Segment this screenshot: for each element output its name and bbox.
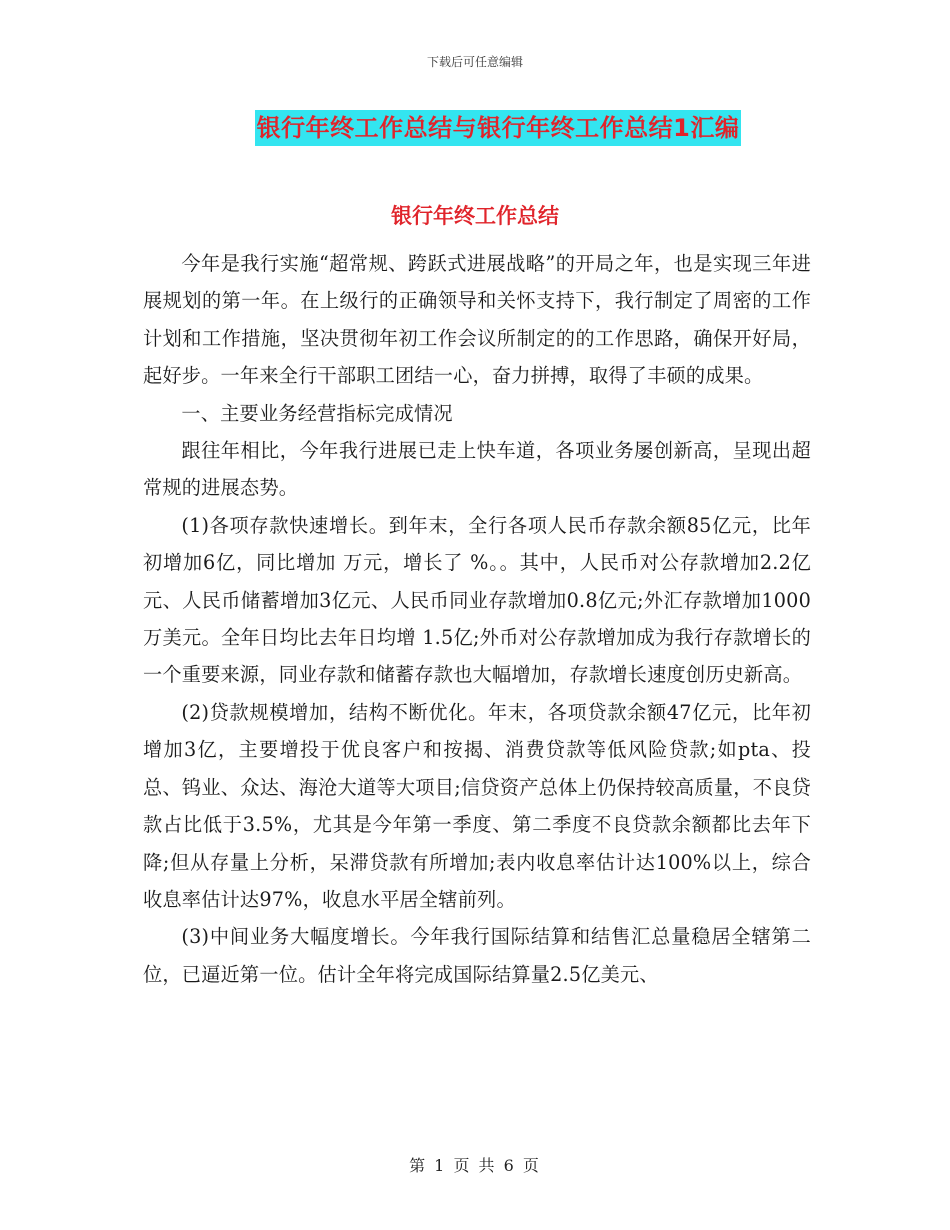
main-title-container [0, 110, 950, 146]
page-number-footer: 第 1 页 共 6 页 [409, 1156, 541, 1175]
paragraph-heading-1: 一、主要业务经营指标完成情况 [181, 401, 453, 425]
paragraph-loans: (2)贷款规模增加，结构不断优化。年末，各项贷款余额47亿元，比年初增加3亿，主要增投于优良客户和按揭、消费贷款等低风险贷款;如pta、投总、钨业、众达、海沧大道等大项目;信贷资产总体上仍保持较高质量，不良贷款占比低于3.5%，尤其是今年第一季度、第二季度不良贷款余额都比去年下降;但从存量上分析，呆滞贷款有所增加;表内收息率估计达100%以上，综合收息率估计达97%，收息水平居全辖前列。 [143, 700, 811, 911]
paragraph-intermediate-business: (3)中间业务大幅度增长。今年我行国际结算和结售汇总量稳居全辖第二位，已逼近第一位。估计全年将完成国际结算量2.5亿美元、 [143, 925, 811, 986]
header-note: 下载后可任意编辑 [426, 55, 523, 69]
paragraph-deposits: (1)各项存款快速增长。到年末，全行各项人民币存款余额85亿元，比年初增加6亿，同比增加 万元，增长了 %。。其中，人民币对公存款增加2.2亿元、人民币储蓄增加3亿元、人民币同业存款增加0.8亿元;外汇存款增加1000万美元。全年日均比去年日均增 1.5亿;外币对公存款增加成为我行存款增长的一个重要来源，同业存款和储蓄存款也大幅增加，存款增长速度创历史新高。 [143, 513, 811, 687]
main-title: 银行年终工作总结与银行年终工作总结1汇编 [255, 110, 742, 146]
document-body [143, 245, 811, 993]
paragraph-intro: 今年是我行实施“超常规、跨跃式进展战略”的开局之年，也是实现三年进展规划的第一年。在上级行的正确领导和关怀支持下，我行制定了周密的工作计划和工作措施，坚决贯彻年初工作会议所制定的的工作思路，确保开好局，起好步。一年来全行干部职工团结一心，奋力拼搏，取得了丰硕的成果。 [143, 252, 811, 388]
paragraph-overview: 跟往年相比，今年我行进展已走上快车道，各项业务屡创新高，呈现出超常规的进展态势。 [143, 439, 811, 500]
section-title: 银行年终工作总结 [391, 204, 559, 228]
